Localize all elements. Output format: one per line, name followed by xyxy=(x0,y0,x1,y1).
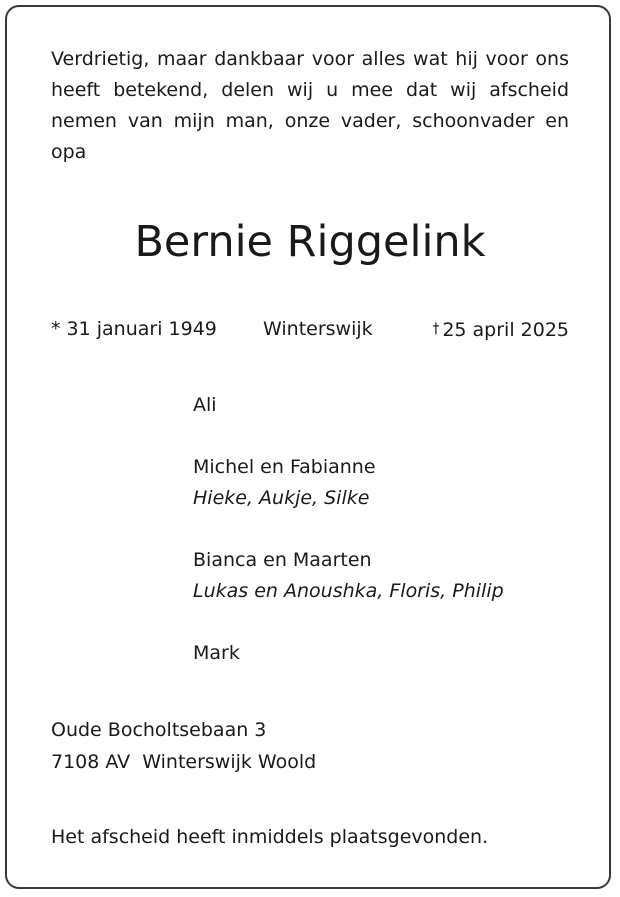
death-date-group xyxy=(432,314,569,345)
grandchildren-line: Lukas en Anoushka, Floris, Philip xyxy=(193,580,504,602)
closing-text: Het afscheid heeft inmiddels plaatsgevonden. xyxy=(51,826,489,848)
cross-symbol: † xyxy=(432,321,440,337)
deceased-name: Bernie Riggelink xyxy=(134,217,486,267)
birth-date: * 31 januari 1949 xyxy=(51,318,217,340)
place-name: Winterswijk xyxy=(263,318,373,340)
dates-row xyxy=(51,314,569,344)
family-line: Bianca en Maarten xyxy=(193,549,372,571)
family-line: Mark xyxy=(193,642,240,664)
death-date: 25 april 2025 xyxy=(442,319,569,341)
address-street: Oude Bocholtsebaan 3 xyxy=(51,719,267,741)
grandchildren-line: Hieke, Aukje, Silke xyxy=(193,487,370,509)
family-member-3 xyxy=(193,545,504,607)
family-member-2 xyxy=(193,452,376,514)
family-member-4 xyxy=(193,638,240,669)
intro-text: Verdrietig, maar dankbaar voor alles wat hij voor ons heeft betekend, delen wij u mee dat wij afscheid nemen van mijn man, onze vader, schoonvader en opa xyxy=(51,48,569,163)
family-line: Ali xyxy=(193,394,217,416)
family-line: Michel en Fabianne xyxy=(193,456,376,478)
family-member-1 xyxy=(193,390,217,421)
address-block xyxy=(51,714,316,778)
address-postal-city: 7108 AV Winterswijk Woold xyxy=(51,751,317,773)
